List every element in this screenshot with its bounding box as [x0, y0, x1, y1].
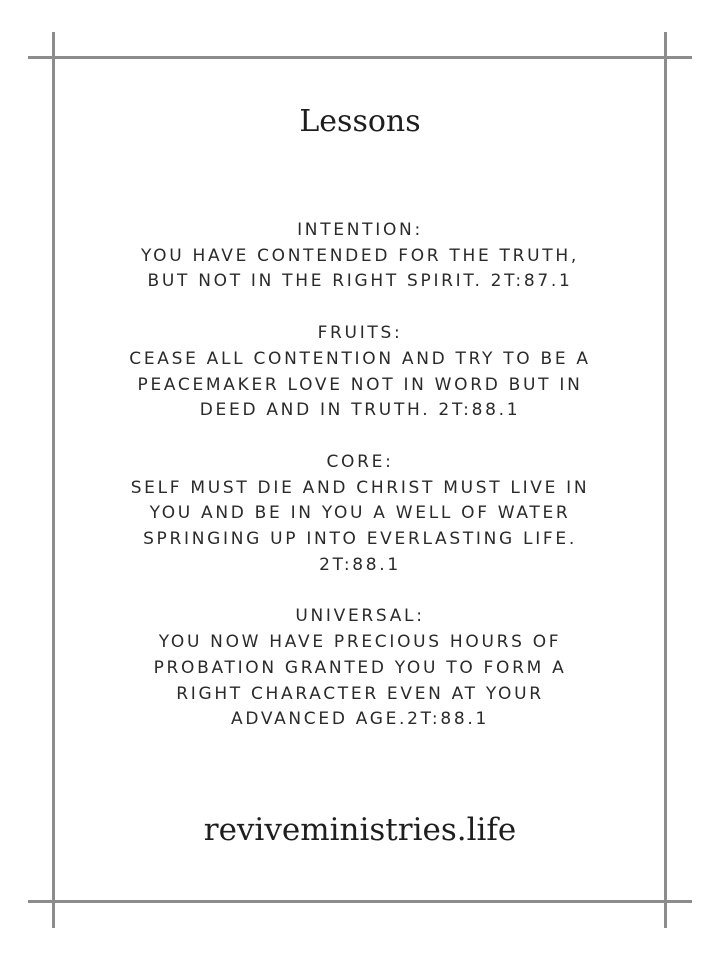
frame-left-line	[52, 32, 55, 928]
website-footer: reviveministries.life	[203, 812, 517, 848]
lesson-heading: INTENTION:	[297, 220, 423, 240]
frame-bottom-line	[28, 900, 692, 903]
lesson-text: SELF MUST DIE AND CHRIST MUST LIVE IN YOU AND BE IN YOU A WELL OF WATER SPRINGING UP INTO EVERLASTING LIFE. 2T:88.1	[130, 477, 590, 575]
lesson-heading: UNIVERSAL:	[295, 606, 425, 627]
frame-top-line	[28, 56, 692, 59]
lesson-text: YOU HAVE CONTENDED FOR THE TRUTH, BUT NOT IN THE RIGHT SPIRIT. 2T:87.1	[141, 245, 579, 292]
lesson-universal	[90, 604, 630, 733]
lesson-text: CEASE ALL CONTENTION AND TRY TO BE A PEACEMAKER LOVE NOT IN WORD BUT IN DEED AND IN TRUTH. 2T:88.1	[129, 348, 591, 421]
lesson-fruits	[90, 321, 630, 424]
lesson-heading: CORE:	[326, 451, 394, 472]
lesson-text: YOU NOW HAVE PRECIOUS HOURS OF PROBATION GRANTED YOU TO FORM A RIGHT CHARACTER EVEN AT YOUR ADVANCED AGE.2T:88.1	[153, 632, 567, 730]
page-title: Lessons	[299, 104, 421, 139]
lesson-intention	[90, 218, 630, 295]
frame-right-line	[664, 32, 667, 928]
lesson-core	[90, 450, 630, 579]
lesson-heading: FRUITS:	[317, 323, 403, 344]
lessons-list	[90, 218, 630, 759]
